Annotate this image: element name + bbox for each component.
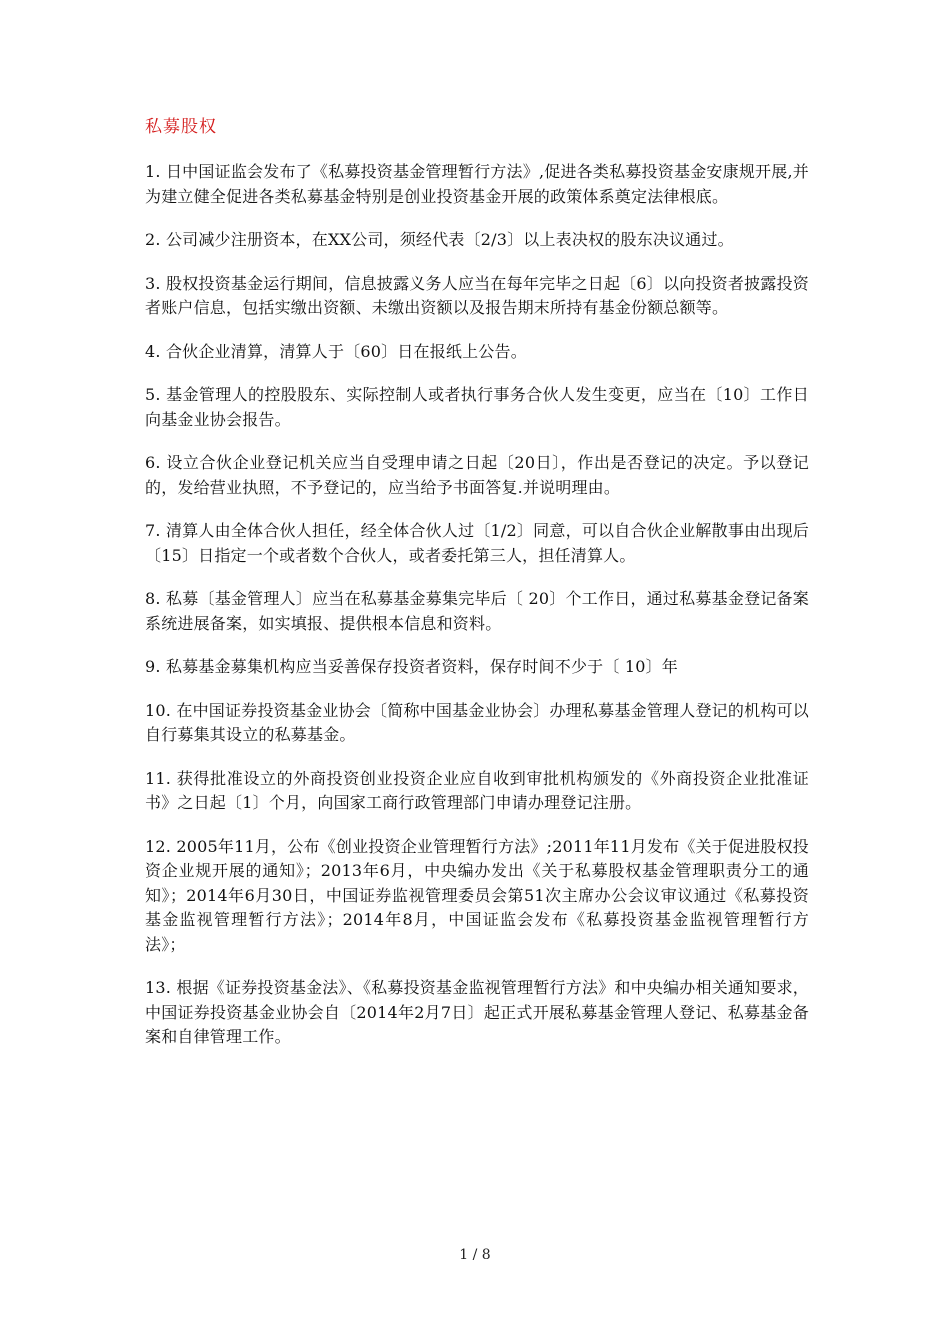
- list-item: 2. 公司减少注册资本，在XX公司，须经代表〔2/3〕以上表决权的股东决议通过。: [145, 230, 734, 249]
- list-item: 3. 股权投资基金运行期间，信息披露义务人应当在每年完毕之日起〔6〕以向投资者披露投资者账户信息，包括实缴出资额、未缴出资额以及报告期末所持有基金份额总额等。: [145, 273, 809, 317]
- list-item: 9. 私募基金募集机构应当妥善保存投资者资料，保存时间不少于〔 10〕年: [145, 657, 678, 676]
- list-item: 11. 获得批准设立的外商投资创业投资企业应自收到审批机构颁发的《外商投资企业批准证书》之日起〔1〕个月，向国家工商行政管理部门申请办理登记注册。: [145, 768, 809, 812]
- list-item: 7. 清算人由全体合伙人担任，经全体合伙人过〔1/2〕同意，可以自合伙企业解散事由出现后〔15〕日指定一个或者数个合伙人，或者委托第三人，担任清算人。: [145, 521, 809, 565]
- list-item: 10. 在中国证券投资基金业协会〔简称中国基金业协会〕办理私募基金管理人登记的机构可以自行募集其设立的私募基金。: [145, 700, 809, 744]
- list-item: 1. 日中国证监会发布了《私募投资基金管理暂行方法》,促进各类私募投资基金安康规开展,并为建立健全促进各类私募基金特别是创业投资基金开展的政策体系奠定法律根底。: [145, 162, 809, 206]
- document-title: 私募股权: [145, 117, 217, 137]
- item-list: [145, 160, 809, 1069]
- list-item: 6. 设立合伙企业登记机关应当自受理申请之日起〔20日〕，作出是否登记的决定。予以登记的，发给营业执照，不予登记的，应当给予书面答复.并说明理由。: [145, 453, 809, 497]
- list-item: 5. 基金管理人的控股股东、实际控制人或者执行事务合伙人发生变更，应当在〔10〕工作日向基金业协会报告。: [145, 385, 809, 429]
- list-item: 4. 合伙企业清算，清算人于〔60〕日在报纸上公告。: [145, 341, 527, 361]
- list-item: 8. 私募〔基金管理人〕应当在私募基金募集完毕后〔 20〕个工作日，通过私募基金登记备案系统进展备案，如实填报、提供根本信息和资料。: [145, 589, 809, 633]
- list-item: 13. 根据《证券投资基金法》、《私募投资基金监视管理暂行方法》和中央编办相关通知要求，中国证券投资基金业协会自〔2014年2月7日〕起正式开展私募基金管理人登记、私募基金备案和自律管理工作。: [145, 978, 809, 1046]
- page-number: 1 / 8: [459, 1247, 491, 1263]
- list-item: 12. 2005年11月，公布《创业投资企业管理暂行方法》;2011年11月发布《关于促进股权投资企业规开展的通知》；2013年6月，中央编办发出《关于私募股权基金管理职责分工的通知》；2014年6月30日，中国证券监视管理委员会第51次主席办公会议审议通过《私募投资基金监视管理暂行方法》；2014年8月，中国证监会发布《私募投资基金监视管理暂行方法》；: [145, 836, 809, 954]
